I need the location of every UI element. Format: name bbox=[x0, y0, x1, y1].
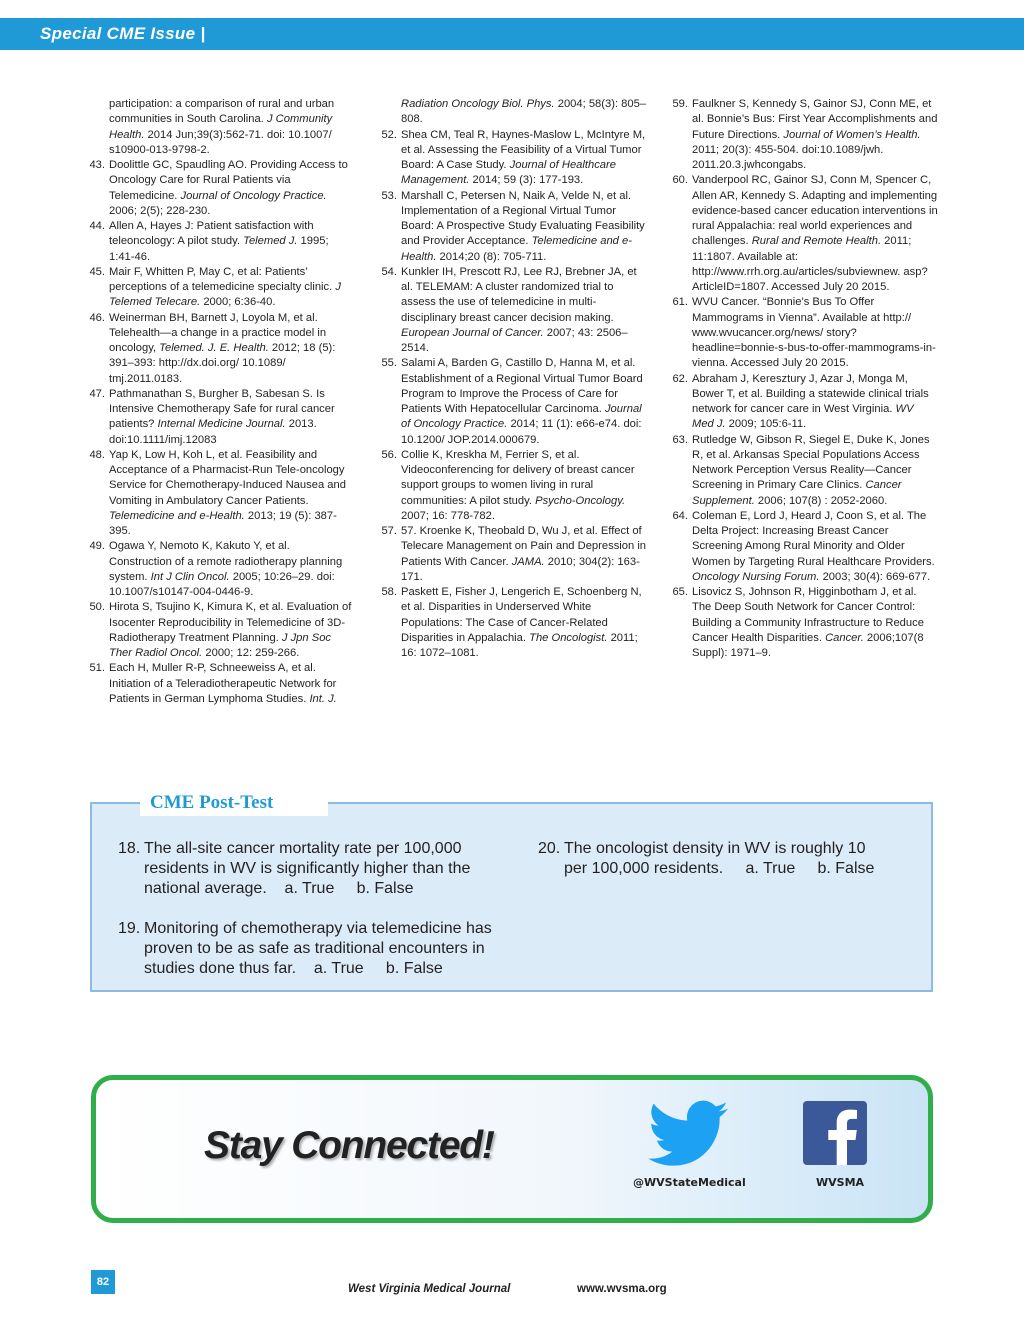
reference-text: Coleman E, Lord J, Heard J, Coon S, et al. The Delta Project: Increasing Breast Cancer Screening Among Rural Minority and Older Women by Targeting Rural Healthcare Providers. Oncology Nursing Forum. 2003; 30(4): 669-677. bbox=[692, 509, 935, 583]
reference-number: 63. bbox=[672, 433, 688, 446]
cme-title-tab bbox=[140, 790, 328, 816]
reference-number: 61. bbox=[672, 296, 688, 309]
header-bar bbox=[0, 18, 1024, 50]
section-title: Special CME Issue | bbox=[40, 24, 206, 43]
question-number: 20. bbox=[538, 840, 561, 857]
reference-text: Yap K, Low H, Koh L, et al. Feasibility and Acceptance of a Pharmacist-Run Tele-oncology Service for Chemotherapy-Induced Nausea and Vomiting in Ambulatory Cancer Patients. Telemedicine and e-Health. 2013; 19 (5): 387-395. bbox=[109, 448, 346, 537]
question-number: 18. bbox=[118, 840, 141, 857]
reference-item bbox=[80, 219, 355, 265]
reference-item bbox=[80, 311, 355, 387]
reference-text: Paskett E, Fisher J, Lengerich E, Schoenberg N, et al. Disparities in Underserved White Populations: The Case of Cancer-Related Disparities in Appalachia. The Oncologist. 2011; 16: 1072–1081. bbox=[401, 586, 642, 659]
reference-number: 47. bbox=[89, 387, 105, 400]
question-18 bbox=[118, 839, 498, 899]
reference-text: Mair F, Whitten P, May C, et al: Patients’ perceptions of a telemedicine specialty clinic. J Telemed Telecare. 2000; 6:36-40. bbox=[109, 265, 341, 309]
reference-item bbox=[663, 509, 938, 585]
reference-number: 57. bbox=[381, 525, 397, 537]
cme-title: CME Post-Test bbox=[150, 792, 274, 813]
reference-text: Collie K, Kreskha M, Ferrier S, et al. Videoconferencing for delivery of breast cancer support groups to women living in rural communities: A pilot study. Psycho-Oncology. 2007; 16: 778-782. bbox=[401, 448, 635, 522]
reference-item bbox=[663, 173, 938, 295]
reference-number: 48. bbox=[89, 448, 105, 461]
reference-text: 57. Kroenke K, Theobald D, Wu J, et al. Effect of Telecare Management on Pain and Depression in Patients With Cancer. JAMA. 2010; 304(2): 163-171. bbox=[401, 525, 647, 583]
reference-item bbox=[663, 295, 938, 371]
reference-number: 49. bbox=[89, 540, 105, 553]
question-20 bbox=[538, 839, 878, 879]
reference-item bbox=[372, 524, 647, 585]
reference-text: Faulkner S, Kennedy S, Gainor SJ, Conn ME, et al. Bonnie’s Bus: First Year Accomplishments and Future Directions. Journal of Women’s Health. 2011; 20(3): 455-504. doi:10.1089/jwh. 2011.20.3.jwhcongabs. bbox=[692, 98, 938, 171]
reference-item bbox=[372, 265, 647, 357]
reference-item bbox=[372, 189, 647, 265]
reference-number: 60. bbox=[672, 174, 688, 187]
website-link[interactable]: www.wvsma.org bbox=[577, 1283, 667, 1295]
reference-text: Salami A, Barden G, Castillo D, Hanna M, et al. Establishment of a Regional Virtual Tumor Board Program to Improve the Process of Care for Patients With Hepatocellular Carcinoma. Journal of Oncology Practice. 2014; 11 (1): e66-e74. doi: 10.1200/ JOP.2014.000679. bbox=[401, 357, 643, 446]
reference-text: WVU Cancer. “Bonnie’s Bus To Offer Mammograms in Vienna”. Available at http:// www.wvucancer.org/news/ story?headline=bonnie-s-bus-to-offer-mammograms-in-vienna. Accessed July 20 2015. bbox=[692, 296, 936, 370]
reference-number: 53. bbox=[381, 189, 397, 202]
reference-item bbox=[80, 539, 355, 600]
reference-text: Allen A, Hayes J: Patient satisfaction with teleoncology: A pilot study. Telemed J. 1995; 1:41-46. bbox=[109, 220, 329, 263]
reference-item bbox=[80, 661, 355, 707]
reference-text: Abraham J, Keresztury J, Azar J, Monga M, Bower T, et al. Building a statewide clinical trials network for cancer care in West Virginia. WV Med J. 2009; 105:6-11. bbox=[692, 372, 929, 431]
references-column-3 bbox=[663, 97, 938, 661]
references-column-1 bbox=[80, 97, 355, 707]
reference-text: Pathmanathan S, Burgher B, Sabesan S. Is Intensive Chemotherapy Safe for rural cancer patients? Internal Medicine Journal. 2013. doi:10.1111/imj.12083 bbox=[109, 387, 335, 446]
reference-number: 56. bbox=[381, 448, 397, 461]
reference-text: Rutledge W, Gibson R, Siegel E, Duke K, Jones R, et al. Arkansas Special Populations Access Network Perception Versus Reality—Cancer Screening in Primary Care Clinics. Cancer Supplement. 2006; 107(8) : 2052-2060. bbox=[692, 433, 930, 507]
reference-item bbox=[372, 128, 647, 189]
reference-text: Kunkler IH, Prescott RJ, Lee RJ, Brebner JA, et al. TELEMAM: A cluster randomized trial to assess the use of telemedicine in multi-disciplinary breast cancer decision making. European Journal of Cancer. 2007; 43: 2506–2514. bbox=[401, 265, 637, 354]
reference-text: Each H, Muller R-P, Schneeweiss A, et al. Initiation of a Teleradiotherapeutic Network for Patients in German Lymphoma Studies. Int. J. bbox=[109, 662, 337, 705]
facebook-name[interactable]: WVSMA bbox=[816, 1176, 865, 1189]
reference-item bbox=[372, 585, 647, 661]
reference-number: 64. bbox=[672, 509, 688, 522]
reference-text: Vanderpool RC, Gainor SJ, Conn M, Spencer C, Allen AR, Kennedy S. Adapting and implementing evidence-based cancer education interventions in rural Appalachia: real world experiences and challenges. Rural and Remote Health. 2011; 11:1807. Available at: http://www.rrh.org.au/articles/subviewnew. asp?ArticleID=1807. Accessed July 20 2015. bbox=[692, 174, 938, 293]
reference-item bbox=[80, 158, 355, 219]
reference-number: 45. bbox=[89, 265, 105, 278]
reference-text: Weinerman BH, Barnett J, Loyola M, et al. Telehealth—a change in a practice model in oncology, Telemed. J. E. Health. 2012; 18 (5): 391–393: http://dx.doi.org/ 10.1089/ tmj.2011.0183. bbox=[109, 311, 336, 385]
reference-item bbox=[372, 97, 647, 128]
reference-text: Shea CM, Teal R, Haynes-Maslow L, McIntyre M, et al. Assessing the Feasibility of a Virtual Tumor Board: A Case Study. Journal of Healthcare Management. 2014; 59 (3): 177-193. bbox=[401, 128, 646, 187]
reference-number: 62. bbox=[672, 372, 688, 385]
reference-text: Ogawa Y, Nemoto K, Kakuto Y, et al. Construction of a remote radiotherapy planning system. Int J Clin Oncol. 2005; 10:26–29. doi: 10.1007/s10147-004-0446-9. bbox=[109, 540, 343, 598]
reference-item bbox=[372, 448, 647, 524]
reference-number: 55. bbox=[381, 357, 397, 370]
twitter-bird-icon[interactable] bbox=[648, 1100, 728, 1168]
facebook-icon[interactable] bbox=[803, 1101, 867, 1165]
question-text: The oncologist density in WV is roughly 10 per 100,000 residents. a. True b. False bbox=[564, 840, 875, 877]
reference-item bbox=[663, 585, 938, 661]
reference-item bbox=[80, 387, 355, 448]
reference-number: 46. bbox=[89, 311, 105, 324]
reference-item bbox=[663, 372, 938, 433]
reference-item bbox=[663, 433, 938, 509]
question-19 bbox=[118, 919, 498, 979]
references-column-2 bbox=[372, 97, 647, 661]
reference-text: Radiation Oncology Biol. Phys. 2004; 58(3): 805–808. bbox=[401, 98, 647, 126]
reference-number: 58. bbox=[381, 586, 397, 598]
journal-name: West Virginia Medical Journal bbox=[348, 1283, 511, 1295]
reference-text: participation: a comparison of rural and urban communities in South Carolina. J Community Health. 2014 Jun;39(3):562-71. doi: 10.1007/ s10900-013-9798-2. bbox=[109, 98, 335, 156]
reference-text: Lisovicz S, Johnson R, Higginbotham J, et al. The Deep South Network for Cancer Control: Building a Community Infrastructure to Reduce Cancer Health Disparities. Cancer. 2006;107(8 Suppl): 1971–9. bbox=[692, 586, 924, 659]
reference-item bbox=[80, 265, 355, 311]
question-number: 19. bbox=[118, 920, 141, 937]
question-text: The all-site cancer mortality rate per 100,000 residents in WV is significantly higher than the national average. a. True b. False bbox=[144, 840, 475, 897]
reference-text: Hirota S, Tsujino K, Kimura K, et al. Evaluation of Isocenter Reproducibility in Telemedicine of 3D-Radiotherapy Treatment Planning. J Jpn Soc Ther Radiol Oncol. 2000; 12: 259-266. bbox=[109, 601, 352, 659]
reference-item bbox=[80, 600, 355, 661]
reference-text: Doolittle GC, Spaudling AO. Providing Access to Oncology Care for Rural Patients via Telemedicine. Journal of Oncology Practice. 2006; 2(5); 228-230. bbox=[109, 159, 348, 217]
reference-number: 44. bbox=[89, 220, 105, 232]
reference-item bbox=[80, 97, 355, 158]
reference-number: 65. bbox=[672, 586, 688, 598]
twitter-handle[interactable]: @WVStateMedical bbox=[633, 1176, 746, 1189]
reference-item bbox=[80, 448, 355, 540]
page-number: 82 bbox=[91, 1270, 115, 1294]
reference-number: 50. bbox=[89, 601, 105, 614]
reference-item bbox=[372, 356, 647, 448]
stay-connected-headline: Stay Connected! bbox=[204, 1124, 494, 1167]
reference-number: 59. bbox=[672, 98, 688, 110]
question-text: Monitoring of chemotherapy via telemedicine has proven to be as safe as traditional encounters in studies done thus far. a. True b. False bbox=[144, 920, 497, 977]
reference-number: 51. bbox=[89, 662, 105, 675]
reference-number: 52. bbox=[381, 128, 397, 141]
reference-number: 54. bbox=[381, 265, 397, 278]
reference-item bbox=[663, 97, 938, 173]
reference-number: 43. bbox=[89, 159, 105, 171]
reference-text: Marshall C, Petersen N, Naik A, Velde N, et al. Implementation of a Regional Virtual Tumor Board: A Prospective Study Evaluating Feasibility and Provider Acceptance. Telemedicine and e-Health. 2014;20 (8): 705-711. bbox=[401, 189, 645, 263]
